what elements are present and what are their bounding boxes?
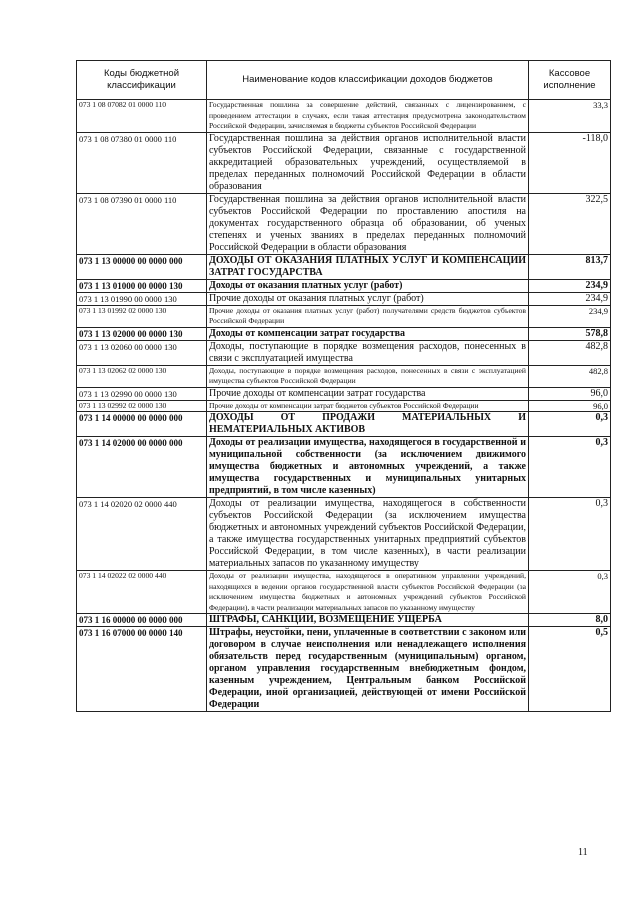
amount-cell: 813,7 [529,254,611,279]
table-header-row [77,61,611,100]
code-cell: 073 1 13 02060 00 0000 130 [77,340,207,365]
table-row [77,627,611,712]
table-row [77,100,611,133]
name-cell: Доходы от компенсации затрат государства [207,327,529,340]
amount-cell: 234,9 [529,279,611,292]
code-cell: 073 1 13 00000 00 0000 000 [77,254,207,279]
table-row [77,387,611,400]
page-number: 11 [578,847,588,858]
code-cell: 073 1 14 02000 00 0000 000 [77,437,207,498]
code-cell: 073 1 13 01992 02 0000 130 [77,305,207,327]
name-cell: ДОХОДЫ ОТ ОКАЗАНИЯ ПЛАТНЫХ УСЛУГ И КОМПЕНСАЦИИ ЗАТРАТ ГОСУДАРСТВА [207,254,529,279]
name-cell: Прочие доходы от оказания платных услуг (работ) получателями средств бюджетов субъектов Российской Федерации [207,305,529,327]
table-row [77,254,611,279]
table-row [77,279,611,292]
header-code: Коды бюджетной классификации [77,61,207,100]
table-row [77,327,611,340]
table-row [77,132,611,193]
table-row [77,571,611,614]
table-row [77,365,611,387]
name-cell: Доходы от оказания платных услуг (работ) [207,279,529,292]
table-row [77,305,611,327]
amount-cell: 482,8 [529,365,611,387]
amount-cell: 8,0 [529,614,611,627]
code-cell: 073 1 14 02022 02 0000 440 [77,571,207,614]
code-cell: 073 1 16 07000 00 0000 140 [77,627,207,712]
name-cell: Государственная пошлина за действия органов исполнительной власти субъектов Российской Федерации по проставлению апостиля на документах государственного образца об образовании, об ученых степенях и ученых званиях в пределах переданных полномочий Российской Федерации в области образования [207,193,529,254]
code-cell: 073 1 08 07082 01 0000 110 [77,100,207,133]
table-row [77,437,611,498]
table-row [77,498,611,571]
code-cell: 073 1 13 01990 00 0000 130 [77,292,207,305]
header-amount: Кассовое исполнение [529,61,611,100]
amount-cell: 234,9 [529,305,611,327]
amount-cell: 322,5 [529,193,611,254]
amount-cell: 0,5 [529,627,611,712]
table-row [77,340,611,365]
table-row [77,193,611,254]
amount-cell: 33,3 [529,100,611,133]
amount-cell: -118,0 [529,132,611,193]
amount-cell: 0,3 [529,498,611,571]
name-cell: Доходы, поступающие в порядке возмещения расходов, понесенных в связи с эксплуатацией имущества [207,340,529,365]
code-cell: 073 1 13 02992 02 0000 130 [77,400,207,412]
table-row [77,400,611,412]
amount-cell: 578,8 [529,327,611,340]
code-cell: 073 1 08 07380 01 0000 110 [77,132,207,193]
name-cell: Прочие доходы от компенсации затрат государства [207,387,529,400]
amount-cell: 0,3 [529,437,611,498]
name-cell: ДОХОДЫ ОТ ПРОДАЖИ МАТЕРИАЛЬНЫХ И НЕМАТЕРИАЛЬНЫХ АКТИВОВ [207,412,529,437]
code-cell: 073 1 13 02000 00 0000 130 [77,327,207,340]
header-name: Наименование кодов классификации доходов бюджетов [207,61,529,100]
name-cell: Прочие доходы от оказания платных услуг (работ) [207,292,529,305]
code-cell: 073 1 14 02020 02 0000 440 [77,498,207,571]
name-cell: ШТРАФЫ, САНКЦИИ, ВОЗМЕЩЕНИЕ УЩЕРБА [207,614,529,627]
table-row [77,412,611,437]
name-cell: Доходы от реализации имущества, находящегося в собственности субъектов Российской Федерации (за исключением имущества бюджетных и автономных учреждений субъектов Российской Федерации, а также имущества государственных унитарных предприятий субъектов Российской Федерации, в том числе казенных), в части реализации материальных запасов по указанному имуществу [207,498,529,571]
name-cell: Доходы от реализации имущества, находящегося в государственной и муниципальной собственности (за исключением движимого имущества бюджетных и автономных учреждений, а также имущества государственных и муниципальных унитарных предприятий, в том числе казенных) [207,437,529,498]
amount-cell: 234,9 [529,292,611,305]
code-cell: 073 1 13 01000 00 0000 130 [77,279,207,292]
code-cell: 073 1 14 00000 00 0000 000 [77,412,207,437]
code-cell: 073 1 16 00000 00 0000 000 [77,614,207,627]
name-cell: Штрафы, неустойки, пени, уплаченные в соответствии с законом или договором в случае неисполнения или ненадлежащего исполнения обязательств перед государственным (муниципальным) органом, органом управления государственным внебюджетным фондом, казенным учреждением, Центральным банком Российской Федерации, иной организацией, действующей от имени Российской Федерации [207,627,529,712]
name-cell: Государственная пошлина за действия органов исполнительной власти субъектов Российской Федерации, связанные с государственной аккредитацией образовательных учреждений, осуществляемой в пределах переданных полномочий Российской Федерации в области образования [207,132,529,193]
name-cell: Доходы от реализации имущества, находящегося в оперативном управлении учреждений, находящихся в ведении органов государственной власти субъектов Российской Федерации (за исключением имущества бюджетных и автономных учреждений субъектов Российской Федерации), в части реализации материальных запасов по указанному имуществу [207,571,529,614]
amount-cell: 96,0 [529,400,611,412]
amount-cell: 96,0 [529,387,611,400]
name-cell: Государственная пошлина за совершение действий, связанных с лицензированием, с проведением аттестации в случаях, если такая аттестация предусмотрена законодательством Российской Федерации, зачисляемая в бюджеты субъектов Российской Федерации [207,100,529,133]
table-row [77,614,611,627]
name-cell: Прочие доходы от компенсации затрат бюджетов субъектов Российской Федерации [207,400,529,412]
code-cell: 073 1 13 02062 02 0000 130 [77,365,207,387]
amount-cell: 482,8 [529,340,611,365]
amount-cell: 0,3 [529,571,611,614]
budget-revenue-table [76,60,611,712]
name-cell: Доходы, поступающие в порядке возмещения расходов, понесенных в связи с эксплуатацией имущества субъектов Российской Федерации [207,365,529,387]
amount-cell: 0,3 [529,412,611,437]
code-cell: 073 1 13 02990 00 0000 130 [77,387,207,400]
table-body [77,100,611,712]
code-cell: 073 1 08 07390 01 0000 110 [77,193,207,254]
table-row [77,292,611,305]
